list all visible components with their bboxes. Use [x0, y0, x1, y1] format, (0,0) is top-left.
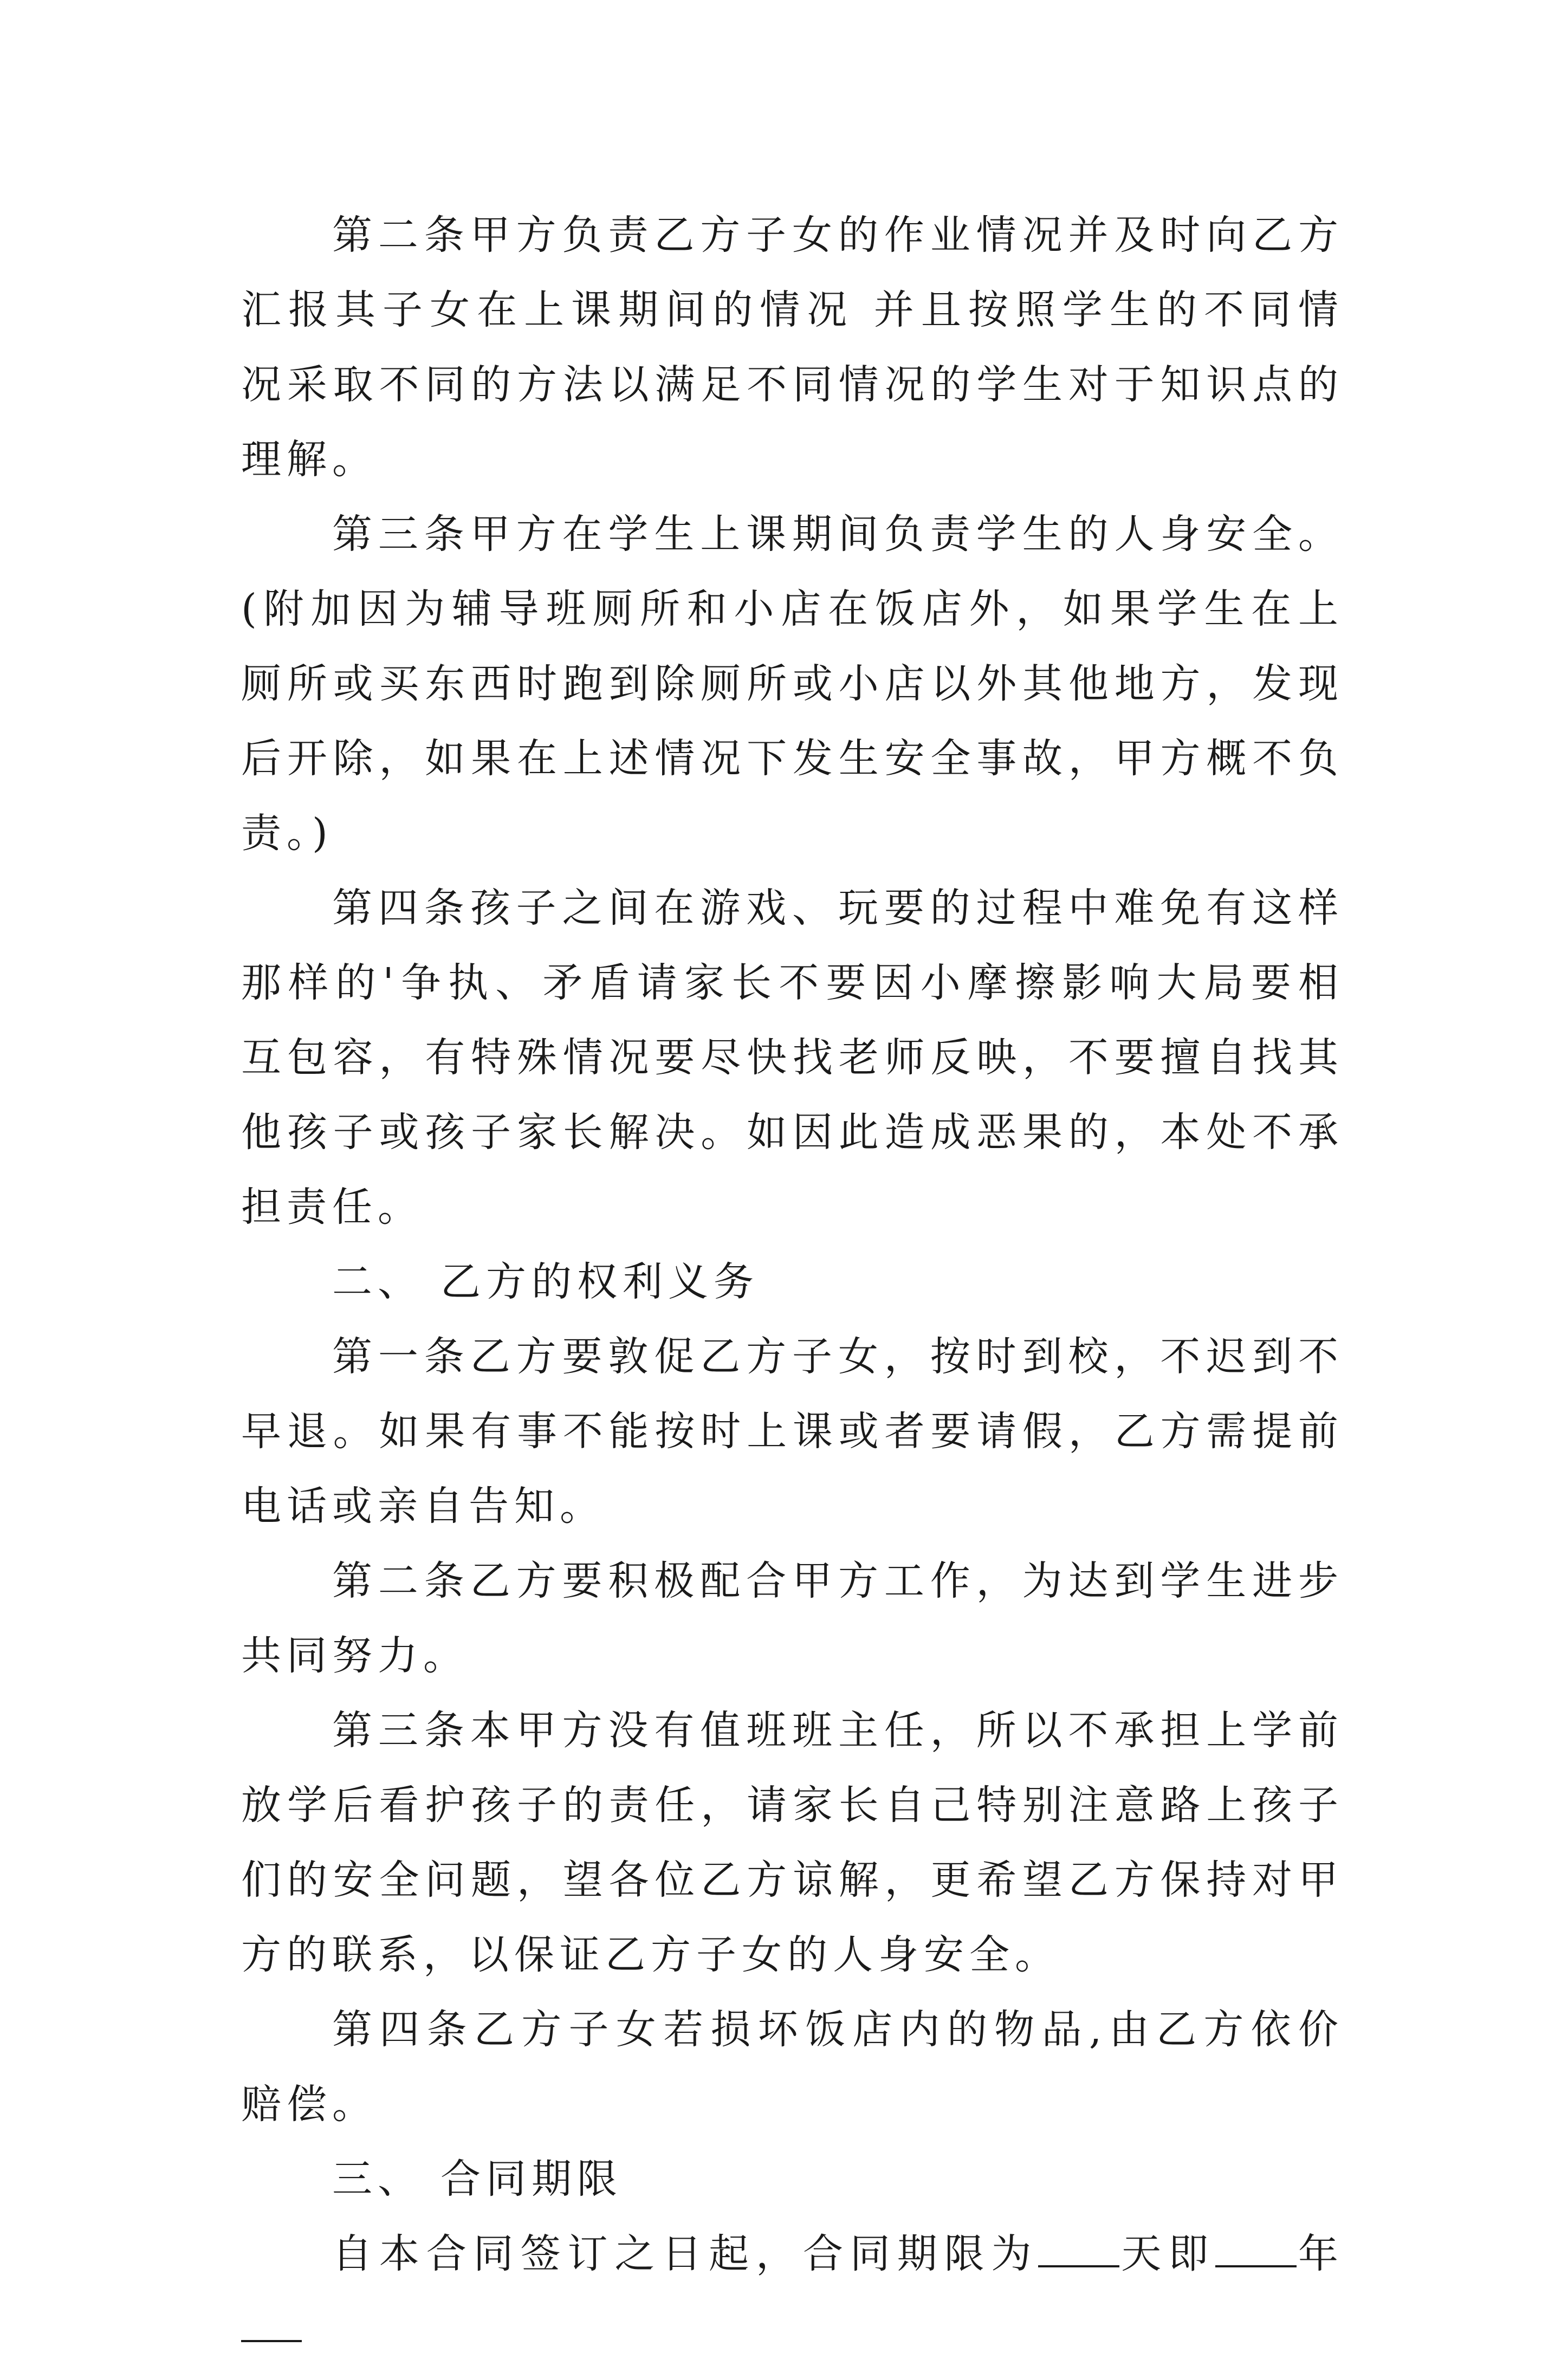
section-heading-contract-term: [241, 2142, 1344, 2216]
year-blank: [1215, 2231, 1297, 2267]
term-text-year: 年: [1297, 2231, 1344, 2277]
article-2-party-a: 第二条甲方负责乙方子女的作业情况并及时向乙方汇报其子女在上课期间的情况 并且按照学生的不同情况采取不同的方法以满足不同情况的学生对于知识点的理解。: [241, 212, 1344, 483]
term-text-days: 天即: [1119, 2231, 1216, 2277]
article-1-party-b: 第一条乙方要敦促乙方子女，按时到校，不迟到不早退。如果有事不能按时上课或者要请假，乙方需提前电话或亲自告知。: [241, 1333, 1344, 1529]
section-title: 合同期限: [440, 2156, 623, 2202]
article-3-party-b: 第三条本甲方没有值班班主任，所以不承担上学前放学后看护孩子的责任，请家长自己特别注意路上孩子们的安全问题，望各位乙方谅解，更希望乙方保持对甲方的联系，以保证乙方子女的人身安全。: [241, 1707, 1344, 1978]
article-3-party-a: 第三条甲方在学生上课期间负责学生的人身安全。(附加因为辅导班厕所和小店在饭店外，如果学生在上厕所或买东西时跑到除厕所或小店以外其他地方，发现后开除，如果在上述情况下发生安全事故，甲方概不负责。): [241, 511, 1344, 857]
term-text-start: 自本合同签订之日起，合同期限为: [332, 2231, 1039, 2277]
section-number: 二、: [332, 1259, 423, 1305]
article-2-party-b: 第二条乙方要积极配合甲方工作，为达到学生进步共同努力。: [241, 1558, 1344, 1679]
article-4-party-b: 第四条乙方子女若损坏饭店内的物品,由乙方依价赔偿。: [241, 2006, 1344, 2128]
days-blank: [1038, 2231, 1119, 2267]
section-number: 三、: [332, 2156, 423, 2202]
month-blank: [241, 2305, 302, 2342]
contract-body: [241, 198, 1344, 2366]
section-title: 乙方的权利义务: [440, 1259, 759, 1305]
section-heading-party-b: [241, 1244, 1344, 1319]
article-4-party-a: 第四条孩子之间在游戏、玩要的过程中难免有这样那样的'争执、矛盾请家长不要因小摩擦影响大局要相互包容，有特殊情况要尽快找老师反映，不要擅自找其他孩子或孩子家长解决。如因此造成恶果的，本处不承担责任。: [241, 885, 1344, 1230]
contract-term-clause: [241, 2216, 1344, 2366]
